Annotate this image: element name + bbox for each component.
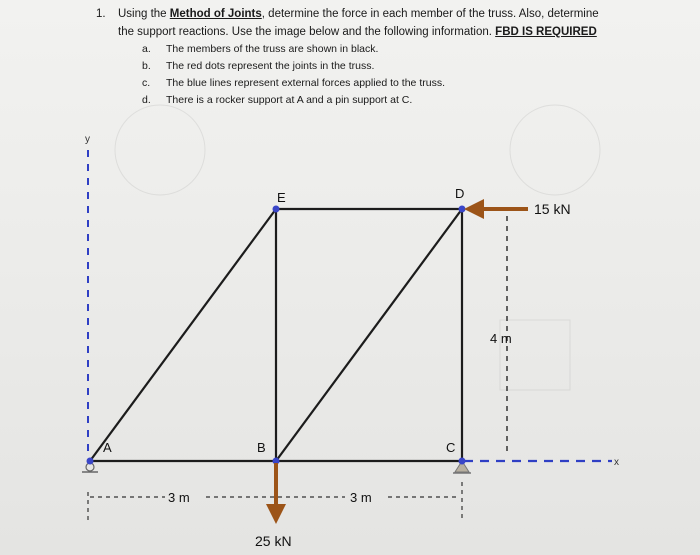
x-axis-label: x [614, 457, 619, 468]
line1-pre: Using the [118, 8, 170, 20]
item-d: d. There is a rocker support at A and a pin support at C. [142, 94, 413, 106]
member-bd [276, 209, 462, 461]
item-a: a. The members of the truss are shown in black. [142, 43, 379, 55]
line2-pre: the support reactions. Use the image below and the following information. [118, 25, 496, 38]
joint-a [87, 458, 94, 465]
member-ae [90, 209, 276, 461]
load-label-15kn: 15 kN [534, 201, 571, 217]
joint-c [459, 458, 466, 465]
joint-d [459, 206, 466, 213]
joint-label-a: A [103, 440, 112, 455]
load-label-25kn: 25 kN [255, 533, 292, 549]
left-span-label: 3 m [168, 490, 190, 505]
method-of-joints-emphasis: Method of Joints [169, 8, 262, 20]
item-c: c. The blue lines represent external forces applied to the truss. [142, 77, 445, 89]
joint-e [273, 206, 280, 213]
right-span-label: 3 m [350, 490, 372, 505]
joint-label-b: B [257, 440, 266, 455]
line1-post: , determine the force in each member of the truss. Also, determine [261, 8, 599, 20]
truss-members [90, 209, 462, 461]
joint-label-d: D [455, 186, 465, 201]
item-b: b. The red dots represent the joints in the truss. [142, 60, 375, 72]
problem-number: 1. [96, 8, 106, 20]
joint-label-e: E [277, 190, 286, 205]
fbd-required-emphasis: FBD IS REQUIRED [495, 25, 597, 38]
joint-label-c: C [446, 440, 456, 455]
height-dimension-label: 4 m [490, 331, 512, 346]
background-sketch [115, 105, 600, 390]
y-axis-label: y [85, 134, 90, 145]
